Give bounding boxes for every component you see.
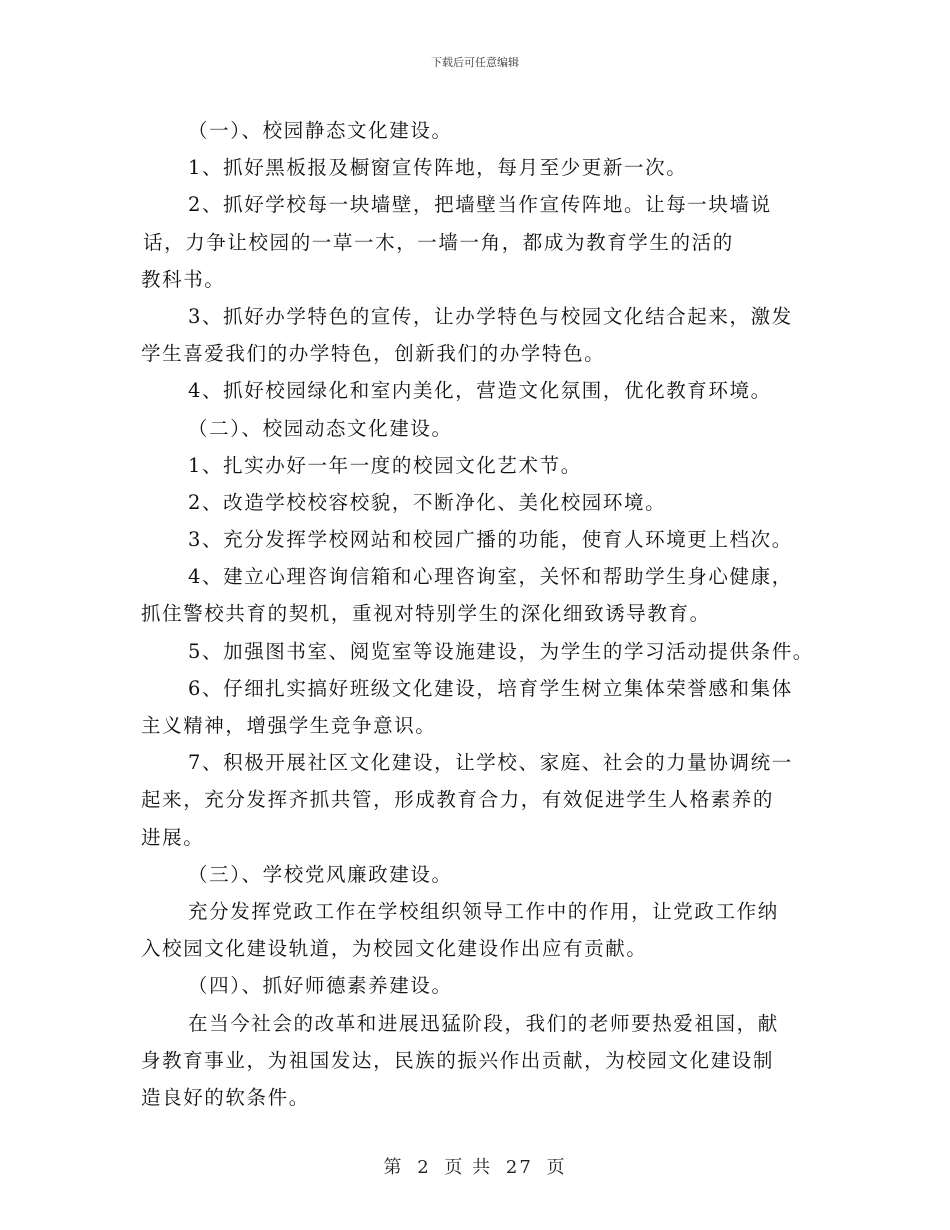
paragraph-line: 3、充分发挥学校网站和校园广播的功能，使育人环境更上档次。	[188, 528, 793, 552]
paragraph-line: 4、建立心理咨询信箱和心理咨询室，关怀和帮助学生身心健康，	[188, 565, 793, 589]
paragraph-line: 3、抓好办学特色的宣传，让办学特色与校园文化结合起来，激发	[188, 304, 793, 328]
paragraph-line: 教科书。	[141, 267, 226, 291]
footer-prefix: 第	[383, 1157, 404, 1178]
document-body	[141, 112, 831, 1116]
section-heading: （一）、校园静态文化建设。	[188, 119, 453, 142]
section-heading: （四）、抓好师德素养建设。	[188, 974, 453, 998]
paragraph-line: 话，力争让校园的一草一木，一墙一角，都成为教育学生的活的	[143, 230, 734, 254]
paragraph-line: 6、仔细扎实搞好班级文化建设，培育学生树立集体荣誉感和集体	[188, 676, 793, 700]
paragraph-line: 充分发挥党政工作在学校组织领导工作中的作用，让党政工作纳	[188, 899, 779, 923]
page-footer	[0, 1153, 950, 1179]
paragraph-line: 2、改造学校校容校貌，不断净化、美化校园环境。	[188, 490, 667, 514]
paragraph-line: 在当今社会的改革和进展迅猛阶段，我们的老师要热爱祖国，献	[188, 1011, 779, 1035]
paragraph-line: 主义精神，增强学生竞争意识。	[141, 714, 437, 737]
paragraph-line: 1、扎实办好一年一度的校园文化艺术节。	[188, 453, 582, 477]
paragraph-line: 4、抓好校园绿化和室内美化，营造文化氛围，优化教育环境。	[188, 379, 772, 403]
paragraph-line: 造良好的软条件。	[141, 1085, 310, 1109]
page-header: 下载后可任意编辑	[431, 56, 519, 69]
paragraph-line: 抓住警校共育的契机，重视对特别学生的深化细致诱导教育。	[141, 602, 711, 626]
paragraph-line: 7、积极开展社区文化建设，让学校、家庭、社会的力量协调统一	[188, 751, 793, 775]
paragraph-line: 起来，充分发挥齐抓共管，形成教育合力，有效促进学生人格素养的	[141, 788, 775, 812]
paragraph-line: 2、抓好学校每一块墙壁，把墙壁当作宣传阵地。让每一块墙说	[188, 193, 772, 217]
footer-middle: 页 共	[444, 1157, 493, 1178]
paragraph-line: 学生喜爱我们的办学特色，创新我们的办学特色。	[141, 342, 606, 366]
footer-suffix: 页	[546, 1157, 567, 1178]
paragraph-line: 5、加强图书室、阅览室等设施建设，为学生的学习活动提供条件。	[188, 639, 814, 663]
paragraph-line: 进展。	[141, 825, 205, 849]
page-number: 2	[417, 1157, 431, 1178]
paragraph-line: 入校园文化建设轨道，为校园文化建设作出应有贡献。	[141, 937, 648, 961]
page-total: 27	[505, 1157, 533, 1178]
section-heading: （二）、校园动态文化建设。	[188, 416, 453, 440]
section-heading: （三）、学校党风廉政建设。	[188, 862, 453, 886]
paragraph-line: 1、抓好黑板报及橱窗宣传阵地，每月至少更新一次。	[188, 156, 688, 180]
paragraph-line: 身教育事业，为祖国发达，民族的振兴作出贡献，为校园文化建设制	[141, 1048, 775, 1072]
